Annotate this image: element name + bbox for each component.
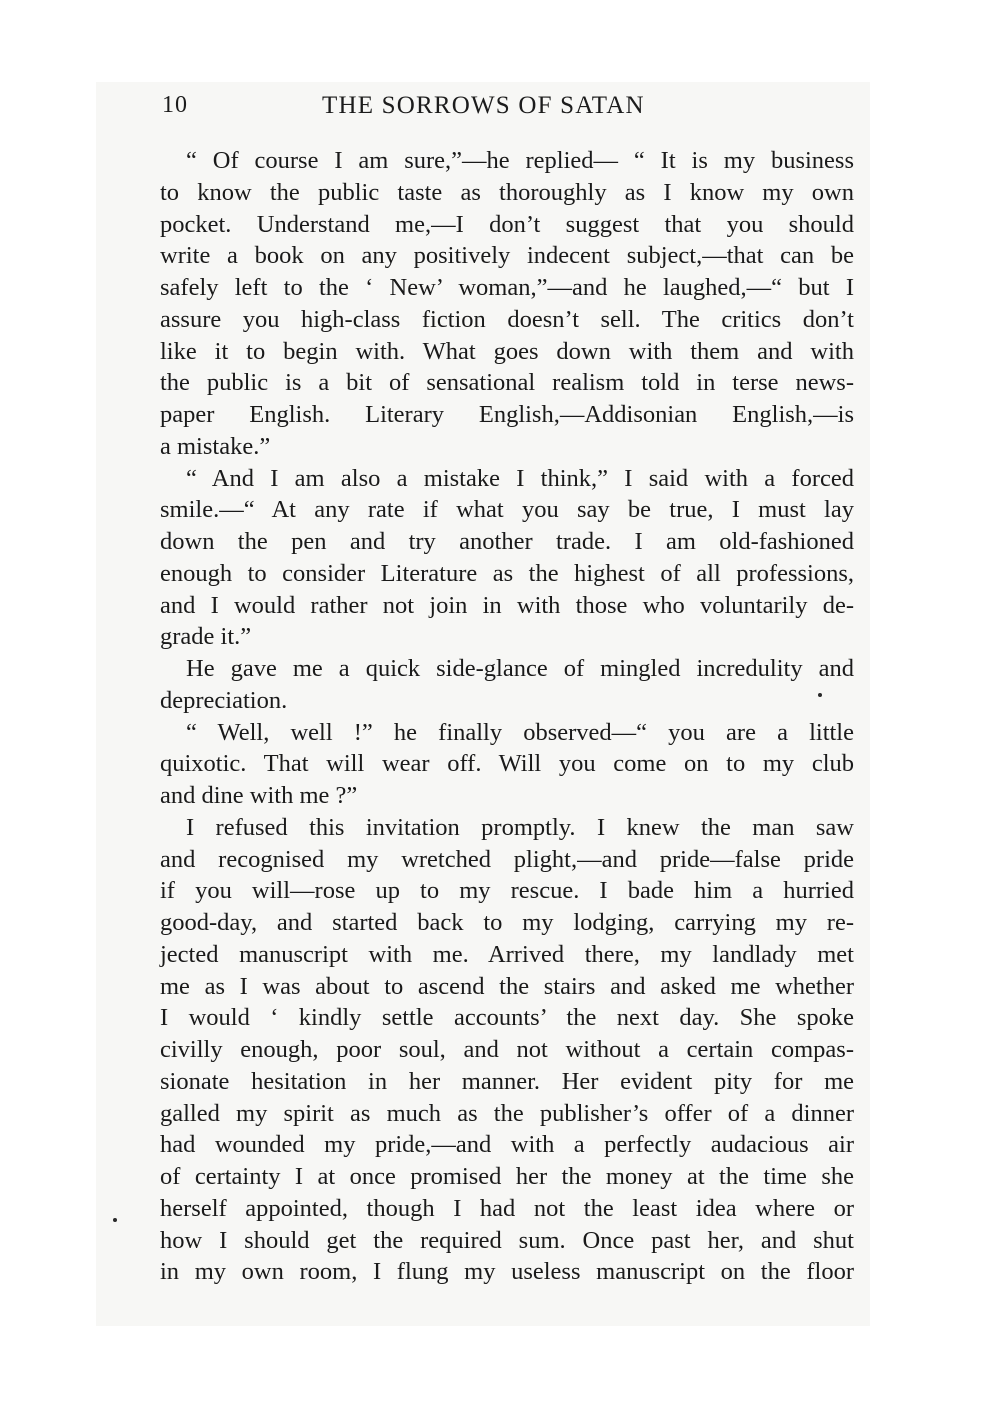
text-line: me as I was about to ascend the stairs and asked me whether — [160, 972, 854, 1000]
text-line: assure you high-class fiction doesn’t sell. The critics don’t — [160, 305, 854, 333]
page-header — [162, 90, 852, 130]
text-line: smile.—“ At any rate if what you say be true, I must lay — [160, 496, 854, 524]
text-line: I refused this invitation promptly. I knew the man saw — [186, 813, 854, 841]
text-line: galled my spirit as much as the publisher’s offer of a dinner — [160, 1099, 854, 1127]
text-line: quixotic. That will wear off. Will you come on to my club — [160, 750, 854, 778]
text-line: in my own room, I flung my useless manuscript on the floor — [160, 1258, 854, 1286]
text-line: good-day, and started back to my lodging, carrying my re- — [160, 909, 854, 936]
text-line: had wounded my pride,—and with a perfectly audacious air — [160, 1131, 854, 1159]
text-line: sionate hesitation in her manner. Her evident pity for me — [160, 1067, 854, 1095]
page-number: 10 — [162, 92, 188, 118]
text-line: grade it.” — [160, 623, 252, 651]
text-line: like it to begin with. What goes down with them and with — [160, 337, 854, 365]
text-line: “ Of course I am sure,”—he replied— “ It is my business — [186, 147, 854, 174]
text-line: paper English. Literary English,—Addisonian English,—is — [160, 401, 854, 428]
text-line: a mistake.” — [160, 432, 271, 460]
text-line: He gave me a quick side-glance of mingled incredulity and — [186, 655, 854, 682]
text-line: herself appointed, though I had not the least idea where or — [160, 1194, 854, 1222]
text-line: the public is a bit of sensational realism told in terse news- — [160, 369, 854, 397]
text-line: and dine with me ?” — [160, 782, 358, 809]
running-title: THE SORROWS OF SATAN — [322, 92, 645, 119]
text-line: jected manuscript with me. Arrived there, my landlady met — [160, 940, 854, 968]
text-line: to know the public taste as thoroughly as I know my own — [160, 178, 854, 206]
text-line: depreciation. — [160, 686, 288, 714]
text-line: enough to consider Literature as the highest of all professions, — [160, 559, 854, 587]
text-line: how I should get the required sum. Once past her, and shut — [160, 1226, 854, 1254]
print-speck — [818, 693, 822, 697]
text-line: civilly enough, poor soul, and not without a certain compas- — [160, 1036, 854, 1063]
text-line: “ Well, well !” he finally observed—“ you are a little — [186, 718, 854, 746]
text-line: down the pen and try another trade. I am old-fashioned — [160, 528, 854, 555]
text-line: “ And I am also a mistake I think,” I said with a forced — [186, 464, 854, 492]
text-line: and recognised my wretched plight,—and pride—false pride — [160, 845, 854, 873]
text-line: pocket. Understand me,—I don’t suggest that you should — [160, 210, 854, 238]
text-line: of certainty I at once promised her the money at the time she — [160, 1163, 854, 1190]
text-line: and I would rather not join in with those who voluntarily de- — [160, 591, 854, 619]
text-line: if you will—rose up to my rescue. I bade him a hurried — [160, 877, 854, 905]
text-line: write a book on any positively indecent subject,—that can be — [160, 242, 854, 270]
text-line: safely left to the ‘ New’ woman,”—and he laughed,—“ but I — [160, 274, 854, 301]
body-text — [160, 145, 854, 1288]
print-speck — [113, 1218, 117, 1222]
text-line: I would ‘ kindly settle accounts’ the next day. She spoke — [160, 1004, 854, 1032]
